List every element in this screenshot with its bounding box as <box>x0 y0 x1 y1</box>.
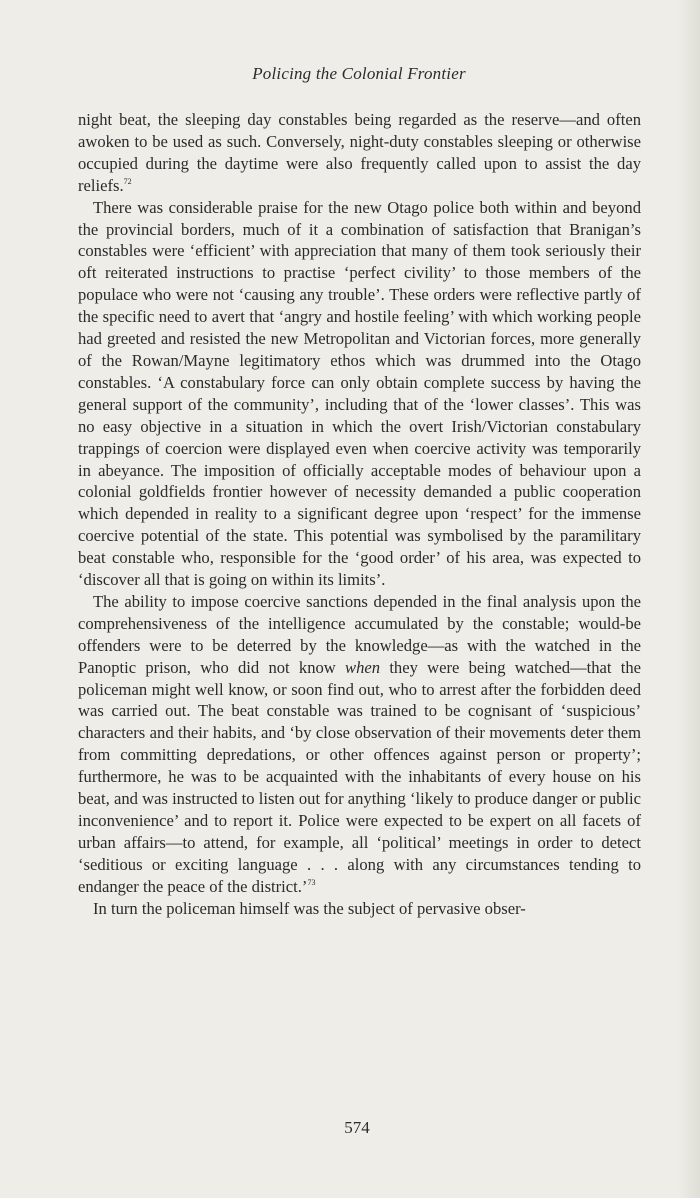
paragraph-3 <box>78 591 641 898</box>
page-number: 574 <box>344 1118 370 1137</box>
paragraph-4-text: In turn the policeman himself was the subject of pervasive obser- <box>93 898 526 918</box>
paragraph-3-text-after: they were being watched—that the policeman might well know, or soon find out, who to arrest after the forbidden deed was carried out. The beat constable was trained to be cognisant of ‘suspicious’ characters and their habits, and ‘by close observation of their movements deter them from committing depredations, or other offences against person or property’; furthermore, he was to be acquainted with the inhabitants of every house on his beat, and was instructed to listen out for anything ‘likely to produce danger or public inconvenience’ and to report it. Police were expected to be expert on all facets of urban affairs—to attend, for example, all ‘political’ meetings in order to detect ‘seditious or exciting language . . . along with any circumstances tending to endanger the peace of the district.’ <box>78 657 642 896</box>
paragraph-3-emphasis: when <box>345 657 381 677</box>
footnote-ref-72: 72 <box>123 176 132 186</box>
paragraph-3-text-before: The ability to impose coercive sanctions depended in the final analysis upon the comprehensiveness of the intelligence accumulated by the constable; would-be offenders were to be deterred by the knowledge—as with the watched in the Panoptic prison, who did not know <box>78 591 641 677</box>
paragraph-1 <box>78 109 641 197</box>
page-edge-shadow <box>678 0 700 1198</box>
running-head: Policing the Colonial Frontier <box>252 64 466 83</box>
footnote-ref-73: 73 <box>307 877 316 887</box>
paragraph-4 <box>78 898 641 920</box>
body-text <box>78 109 641 920</box>
paragraph-1-text: night beat, the sleeping day constables being regarded as the reserve—and often awoken to be used as such. Conversely, night-duty constables sleeping or otherwise occupied during the daytime were also frequently called upon to assist the day reliefs. <box>78 110 641 195</box>
paragraph-2 <box>78 197 641 591</box>
paragraph-2-text: There was considerable praise for the new Otago police both within and beyond the provincial borders, much of it a combination of satisfaction that Branigan’s constables were ‘efficient’ with appreciation that many of them took seriously their oft reiterated instructions to practise ‘perfect civility’ to those members of the populace who were not ‘causing any trouble’. These orders were reflective partly of the specific need to avert that ‘angry and hostile feeling’ with which working people had greeted and resisted the new Metropolitan and Victorian forces, more generally of the Rowan/Mayne legitimatory ethos which was drummed into the Otago constables. ‘A constabulary force can only obtain complete success by having the general support of the community’, including that of the ‘lower classes’. This was no easy objective in a situation in which the overt Irish/Victorian constabulary trappings of coercion were displayed even when coercive activity was temporarily in abeyance. The imposition of officially acceptable modes of behaviour upon a colonial goldfields frontier however of necessity demanded a public cooperation which depended in reality to a significant degree upon ‘respect’ for the immense coercive potential of the state. This potential was symbolised by the paramilitary beat constable who, responsible for the ‘good order’ of his area, was expected to ‘discover all that is going on within its limits’. <box>78 197 641 590</box>
